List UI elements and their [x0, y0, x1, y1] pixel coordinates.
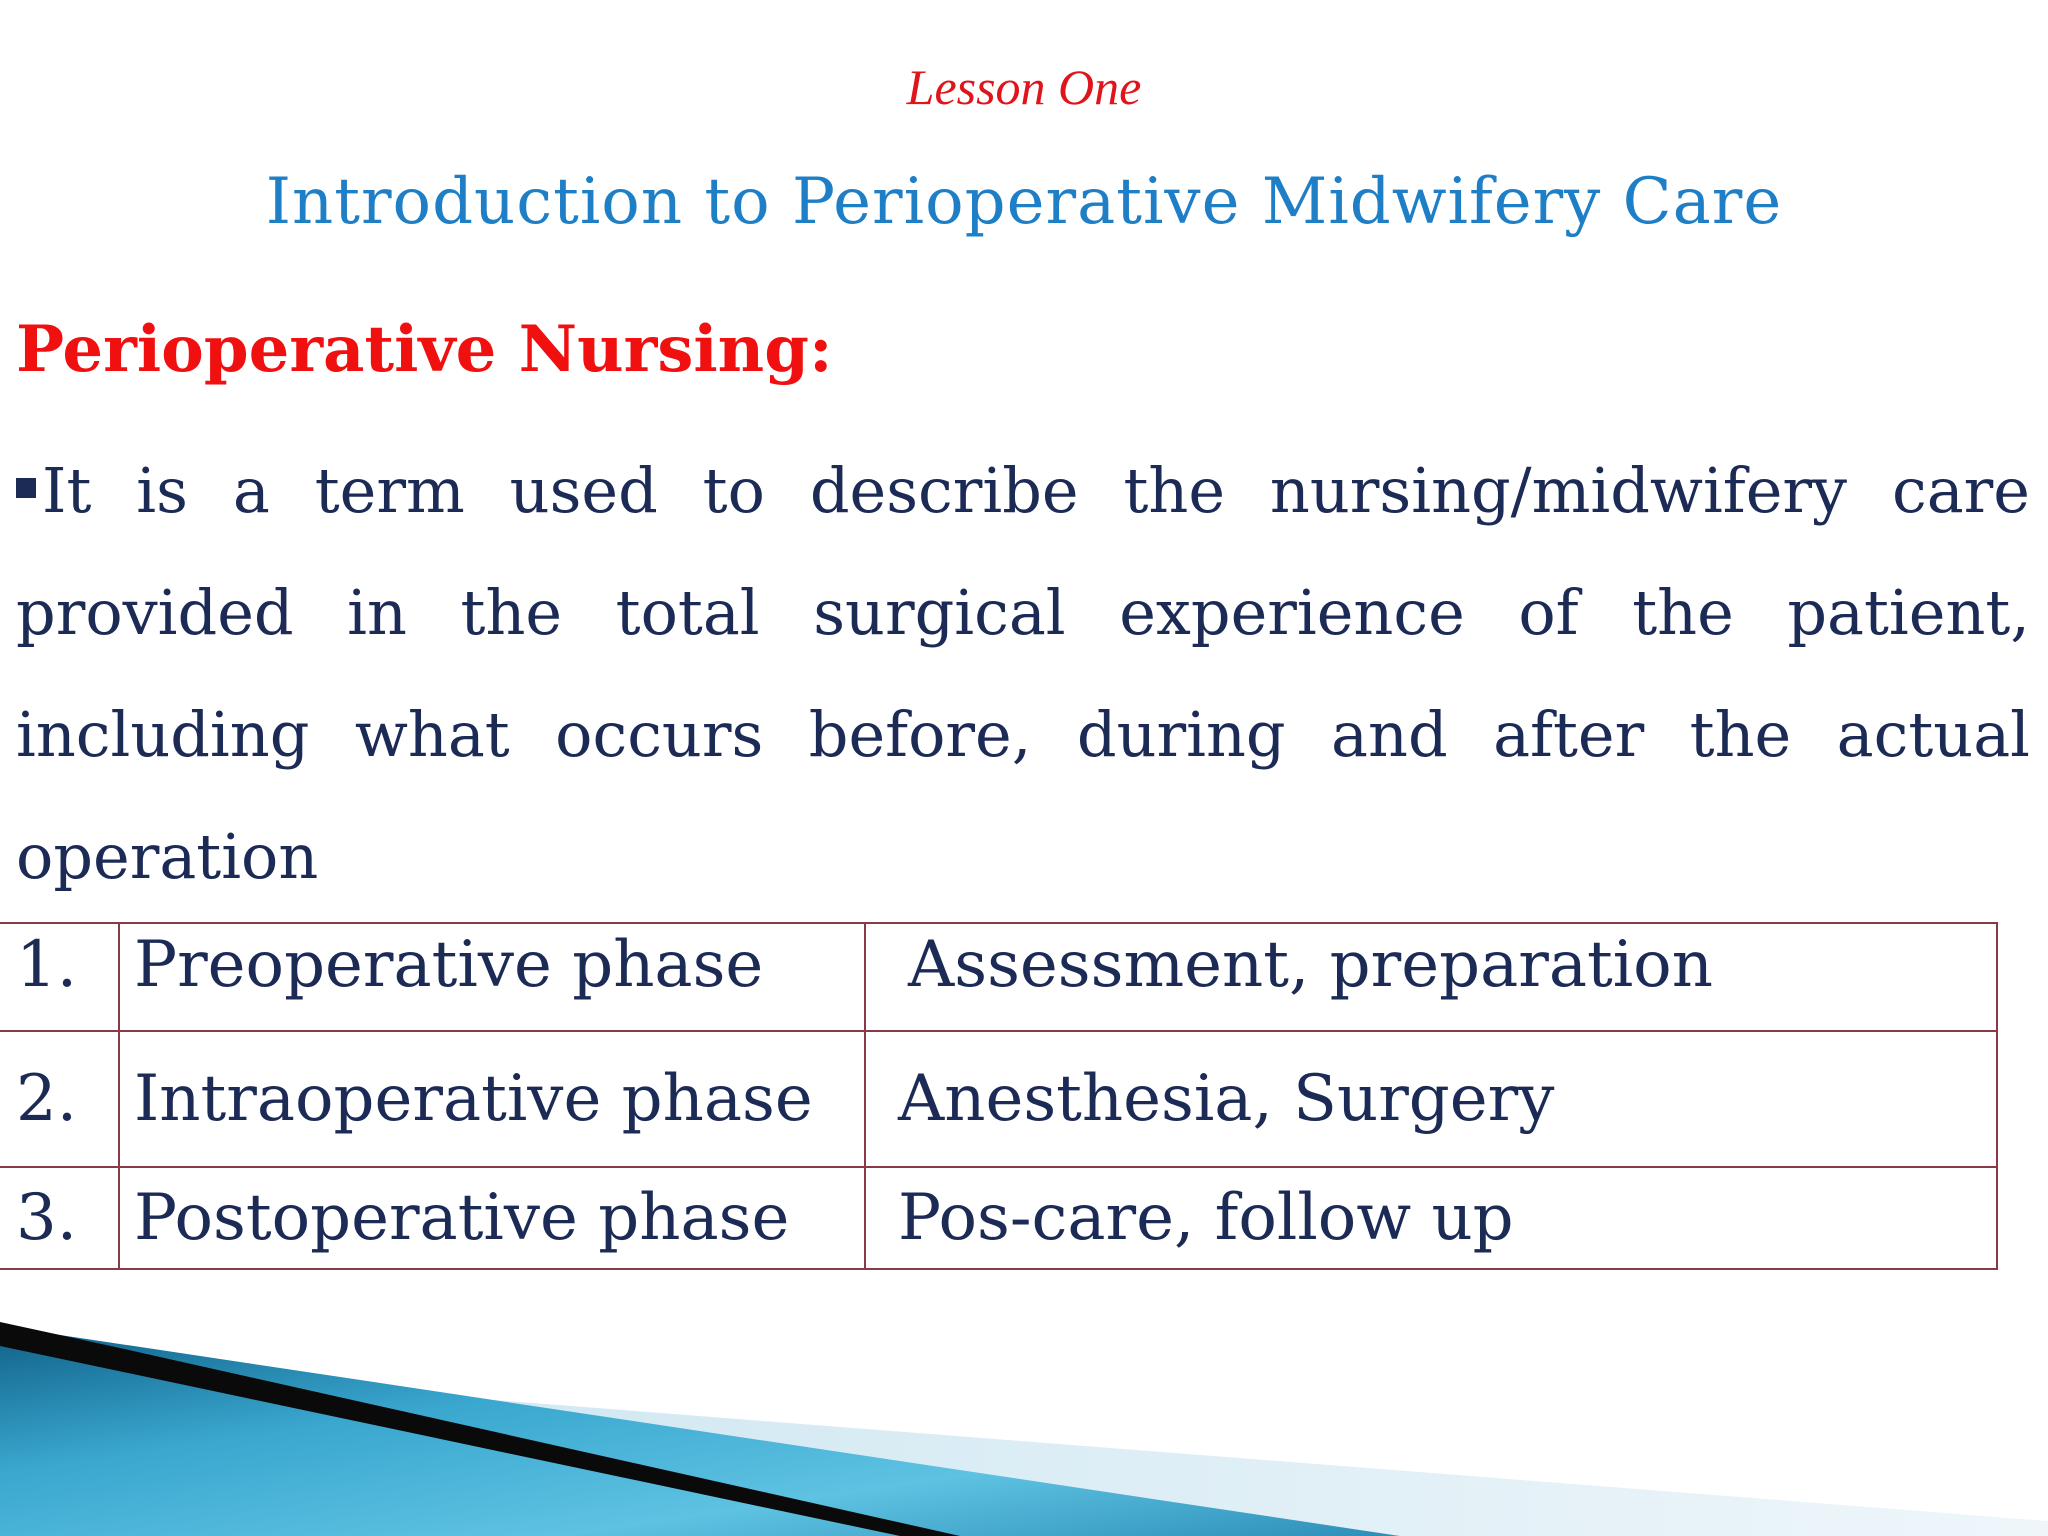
phase-number: 2.	[0, 1031, 119, 1167]
phase-activity: Anesthesia, Surgery	[865, 1031, 1997, 1167]
phase-table	[0, 922, 1998, 1270]
phase-activity: Pos-care, follow up	[865, 1167, 1997, 1269]
phase-number: 3.	[0, 1167, 119, 1269]
square-bullet-icon	[16, 478, 36, 498]
slide-title: Introduction to Perioperative Midwifery Care	[265, 165, 1783, 239]
phase-name: Intraoperative phase	[119, 1031, 865, 1167]
definition-paragraph	[16, 430, 2030, 918]
teal-stripe	[0, 1326, 1400, 1536]
phase-activity: Assessment, preparation	[865, 923, 1997, 1031]
table-row	[0, 1167, 1997, 1269]
lesson-label: Lesson One	[906, 59, 1142, 115]
phase-name: Postoperative phase	[119, 1167, 865, 1269]
definition-text: It is a term used to describe the nursing/midwifery care provided in the total surgical experience of the patient, including what occurs before, during and after the actual operation	[16, 454, 2030, 893]
decorative-swoosh	[0, 1286, 2048, 1536]
table-row	[0, 923, 1997, 1031]
section-heading: Perioperative Nursing:	[16, 312, 833, 387]
table-row	[0, 1031, 1997, 1167]
phase-name: Preoperative phase	[119, 923, 865, 1031]
phase-number: 1.	[0, 923, 119, 1031]
